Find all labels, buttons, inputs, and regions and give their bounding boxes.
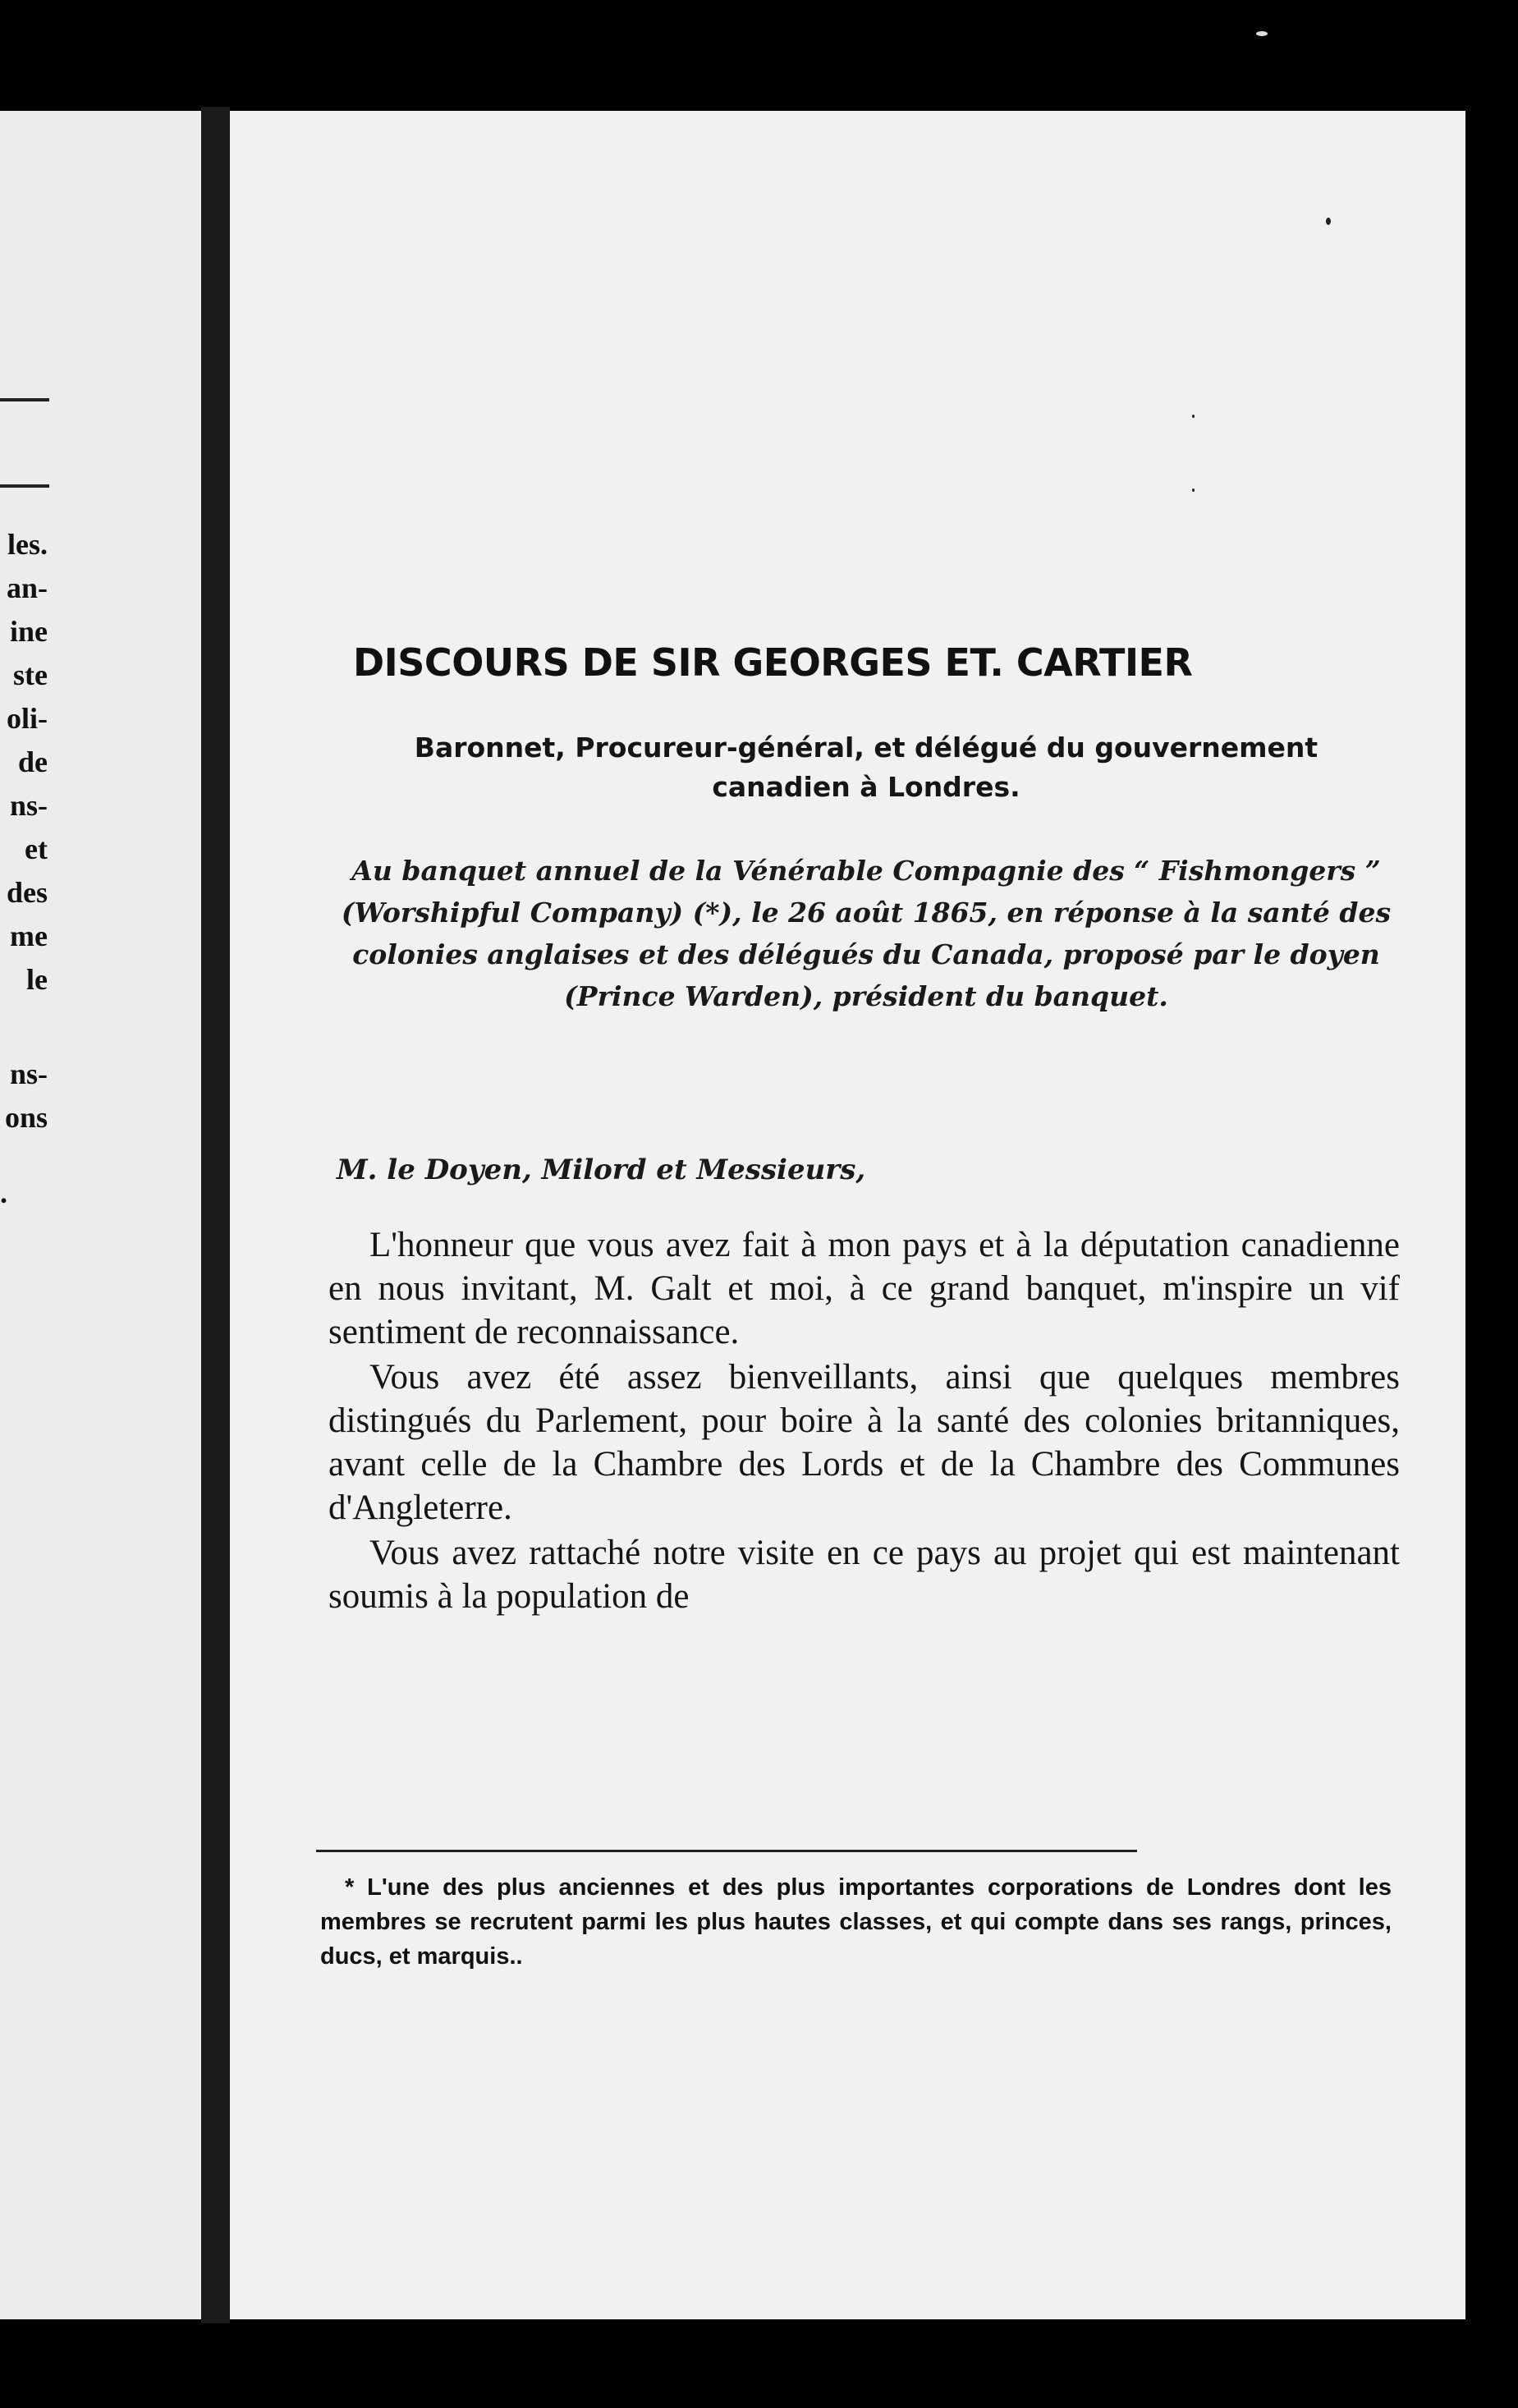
body-paragraph: Vous avez été assez bienveillants, ainsi que quelques membres distingués du Parlement, pour boire à la santé des colonies britanniques, avant celle de la Chambre des Lords et de la Chambre des Communes d'Angleterre. xyxy=(328,1358,1400,1527)
page-speck xyxy=(1192,415,1195,418)
left-page-fragment: les. xyxy=(7,528,48,561)
left-page-fragment: des xyxy=(6,876,48,909)
page-subtitle: Baronnet, Procureur-général, et délégué du gouvernement canadien à Londres. xyxy=(414,732,1319,803)
left-page-fragment: an- xyxy=(6,571,48,604)
left-page-fragment: oli- xyxy=(7,702,48,735)
left-page-fragment: ns- xyxy=(9,789,48,822)
left-page-fragment: ns- xyxy=(9,1057,48,1090)
occasion-description: Au banquet annuel de la Vénérable Compagnie des “ Fishmongers ” (Worshipful Company) (*), le 26 août 1865, en réponse à la santé des colonies anglaises et des délégués du Canada, proposé par le doyen (Prince Warden), président du banquet. xyxy=(341,855,1392,1012)
left-page-fragment: et xyxy=(25,832,48,865)
footnote-rule xyxy=(316,1850,1137,1852)
left-page-fragment: le xyxy=(26,963,48,996)
left-page-rule xyxy=(0,484,49,488)
left-facing-page xyxy=(0,111,201,2319)
left-page-fragment: ste xyxy=(13,658,48,691)
page-title: DISCOURS DE SIR GEORGES ET. CARTIER xyxy=(353,640,1193,685)
page-speck xyxy=(1256,31,1268,36)
body-paragraph: Vous avez rattaché notre visite en ce pays au projet qui est maintenant soumis à la population de xyxy=(328,1534,1400,1616)
book-spine xyxy=(201,107,230,2323)
left-page-fragment: ine xyxy=(9,615,48,648)
page-speck xyxy=(1326,218,1331,225)
left-page-fragment: de xyxy=(18,745,48,778)
body-paragraph: L'honneur que vous avez fait à mon pays et à la députation canadienne en nous invitant, M. Galt et moi, à ce grand banquet, m'inspire un vif sentiment de reconnaissance. xyxy=(328,1226,1400,1351)
page-speck xyxy=(1192,488,1195,492)
left-page-fragment: me xyxy=(10,920,48,952)
left-page-rule xyxy=(0,398,49,401)
footnote: * L'une des plus anciennes et des plus importantes corporations de Londres dont les membres se recrutent parmi les plus hautes classes, et qui compte dans ses rangs, princes, ducs, et marquis.. xyxy=(320,1874,1392,1970)
document-page xyxy=(230,111,1465,2319)
salutation: M. le Doyen, Milord et Messieurs, xyxy=(337,1154,866,1186)
left-page-fragment: ons xyxy=(4,1101,48,1134)
left-page-fragment: . xyxy=(0,1176,7,1209)
body-text xyxy=(328,1223,1400,1620)
